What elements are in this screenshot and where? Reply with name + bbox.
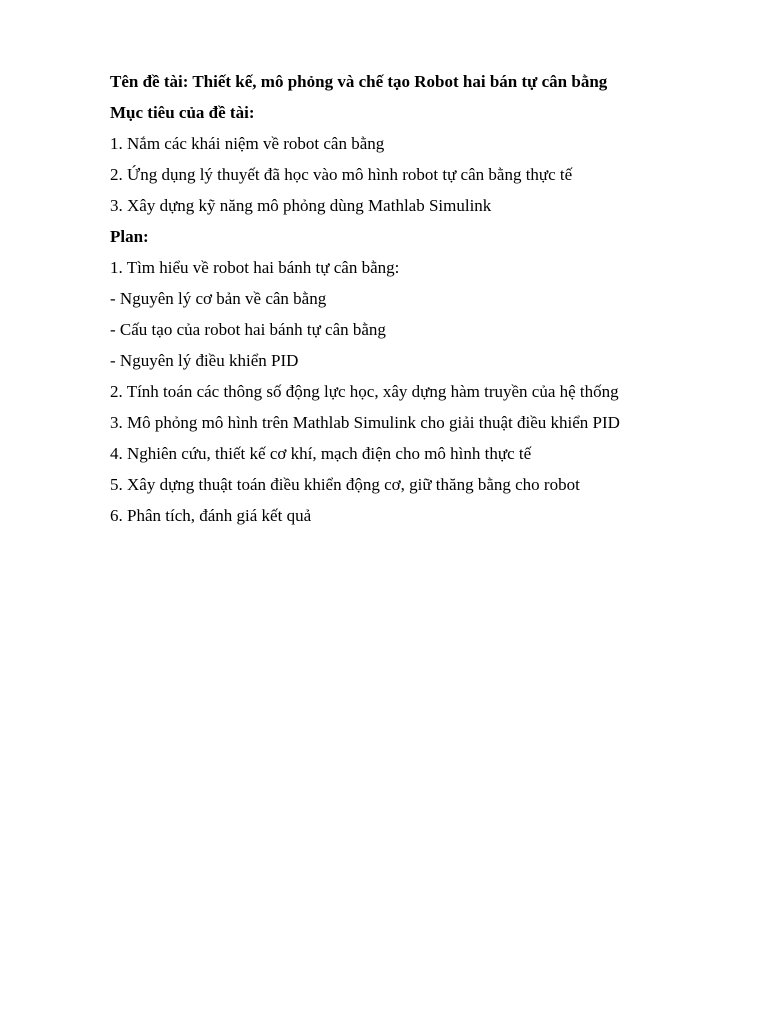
- plan-item-2: 2. Tính toán các thông số động lực học, xây dựng hàm truyền của hệ thống: [110, 382, 619, 401]
- plan-item-3: 3. Mô phỏng mô hình trên Mathlab Simulink cho giải thuật điều khiển PID: [110, 413, 620, 432]
- plan-subitem-3: - Nguyên lý điều khiển PID: [110, 351, 299, 370]
- plan-item-5: 5. Xây dựng thuật toán điều khiển động cơ, giữ thăng bằng cho robot: [110, 475, 580, 494]
- plan-item-6: 6. Phân tích, đánh giá kết quả: [110, 506, 312, 525]
- plan-item-1: 1. Tìm hiểu về robot hai bánh tự cân bằng:: [110, 258, 400, 277]
- plan-heading: Plan:: [110, 227, 149, 246]
- plan-subitem-1: - Nguyên lý cơ bản về cân bằng: [110, 289, 327, 308]
- document-page: [110, 66, 710, 531]
- objectives-heading: Mục tiêu của đề tài:: [110, 103, 255, 122]
- plan-item-4: 4. Nghiên cứu, thiết kế cơ khí, mạch điện cho mô hình thực tế: [110, 444, 532, 463]
- objective-item-3: 3. Xây dựng kỹ năng mô phỏng dùng Mathlab Simulink: [110, 196, 492, 215]
- plan-subitem-2: - Cấu tạo của robot hai bánh tự cân bằng: [110, 320, 386, 339]
- document-title: Tên đề tài: Thiết kế, mô phỏng và chế tạo Robot hai bán tự cân bằng: [110, 72, 608, 91]
- objective-item-2: 2. Ứng dụng lý thuyết đã học vào mô hình robot tự cân bằng thực tế: [110, 165, 573, 184]
- objective-item-1: 1. Nắm các khái niệm về robot cân bằng: [110, 134, 385, 153]
